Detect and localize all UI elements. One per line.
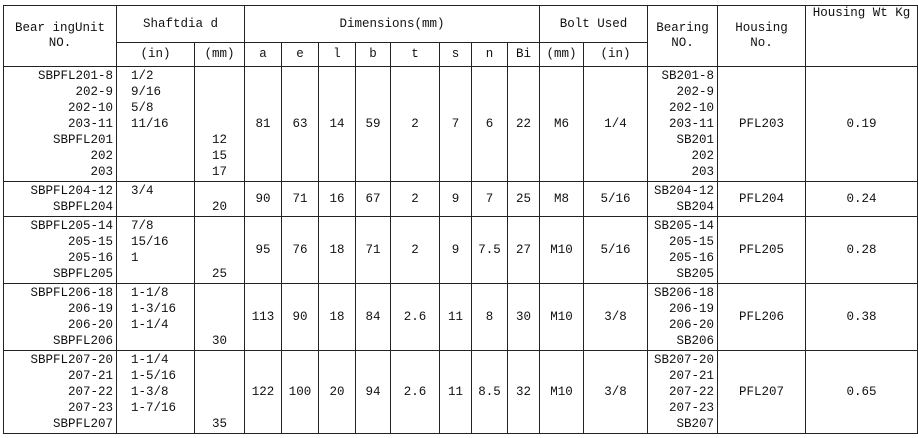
bolt-in-cell: 5/16 (584, 182, 648, 217)
a-cell: 113 (245, 284, 282, 351)
bolt-in-cell: 3/8 (584, 351, 648, 434)
n-cell: 8.5 (472, 351, 508, 434)
table-row (4, 67, 918, 182)
bolt-in-cell: 5/16 (584, 217, 648, 284)
l-cell: 18 (319, 217, 356, 284)
col-unit-no: Bear ingUnit NO. (4, 6, 117, 67)
sub-header-cell: s (440, 43, 472, 67)
e-cell: 90 (282, 284, 319, 351)
sub-header-cell: n (472, 43, 508, 67)
cell-line: 1-1/4 (131, 318, 169, 332)
cell-line: SB204-12 (654, 184, 715, 198)
sub-header-cell: (in) (584, 43, 648, 67)
cell-line: 203 (90, 165, 113, 179)
sub-header-cell: e (282, 43, 319, 67)
housing-weight-cell: 0.19 (806, 67, 918, 182)
cell-line: 207-21 (67, 369, 113, 383)
cell-line: 25 (212, 267, 228, 281)
cell-line: SB204 (676, 200, 715, 214)
cell-line: 207-21 (669, 369, 715, 383)
cell-line: 5/8 (131, 101, 154, 115)
cell-line: 207-23 (669, 401, 715, 415)
cell-line: 17 (212, 165, 228, 179)
e-cell: 76 (282, 217, 319, 284)
e-cell: 71 (282, 182, 319, 217)
housing-weight-cell: 0.38 (806, 284, 918, 351)
bi-cell: 22 (508, 67, 540, 182)
shaft-inch-cell (117, 351, 195, 434)
cell-line: 205-15 (67, 235, 113, 249)
cell-line: SBPFL206-18 (30, 286, 113, 300)
shaft-mm-cell (195, 351, 245, 434)
sub-header-cell: b (356, 43, 391, 67)
cell-line: 206-20 (67, 318, 113, 332)
cell-line: 202-9 (676, 85, 715, 99)
table-body (4, 67, 918, 434)
cell-line: 9/16 (131, 85, 162, 99)
b-cell: 94 (356, 351, 391, 434)
t-cell: 2 (391, 182, 440, 217)
cell-line: 205-16 (669, 251, 715, 265)
cell-line: 1/2 (131, 69, 154, 83)
unit-no-cell (4, 351, 117, 434)
cell-line: 15 (212, 149, 228, 163)
col-bolt-used: Bolt Used (540, 6, 648, 43)
unit-no-cell (4, 284, 117, 351)
t-cell: 2.6 (391, 351, 440, 434)
col-dimensions: Dimensions(mm) (245, 6, 540, 43)
s-cell: 11 (440, 351, 472, 434)
bi-cell: 25 (508, 182, 540, 217)
cell-line: 207-22 (669, 385, 715, 399)
cell-line: SB205 (676, 267, 715, 281)
cell-line: 206-19 (669, 302, 715, 316)
sub-header-cell: t (391, 43, 440, 67)
cell-line: 1-3/16 (131, 302, 177, 316)
housing-no-cell: PFL207 (718, 351, 806, 434)
bi-cell: 30 (508, 284, 540, 351)
cell-line: SBPFL207 (52, 417, 113, 431)
b-cell: 71 (356, 217, 391, 284)
cell-line: 207-23 (67, 401, 113, 415)
cell-line: 1-3/8 (131, 385, 169, 399)
bi-cell: 27 (508, 217, 540, 284)
housing-no-cell: PFL205 (718, 217, 806, 284)
cell-line: 1-1/8 (131, 286, 169, 300)
s-cell: 7 (440, 67, 472, 182)
bolt-mm-cell: M10 (540, 351, 584, 434)
cell-line: 203-11 (669, 117, 715, 131)
a-cell: 90 (245, 182, 282, 217)
bolt-mm-cell: M6 (540, 67, 584, 182)
table-header (4, 6, 918, 67)
shaft-mm-cell (195, 182, 245, 217)
cell-line: 7/8 (131, 219, 154, 233)
bolt-in-cell: 1/4 (584, 67, 648, 182)
b-cell: 84 (356, 284, 391, 351)
cell-line: 1 (131, 251, 139, 265)
b-cell: 67 (356, 182, 391, 217)
cell-line: SBPFL207-20 (30, 353, 113, 367)
cell-line: SBPFL201-8 (37, 69, 113, 83)
a-cell: 95 (245, 217, 282, 284)
cell-line: 35 (212, 417, 228, 431)
cell-line: 20 (212, 200, 228, 214)
bolt-mm-cell: M10 (540, 284, 584, 351)
shaft-mm-cell (195, 217, 245, 284)
cell-line: SBPFL206 (52, 334, 113, 348)
table-row (4, 284, 918, 351)
cell-line: SB205-14 (654, 219, 715, 233)
col-bearing-no: Bearing NO. (648, 6, 718, 67)
l-cell: 14 (319, 67, 356, 182)
cell-line: 202-10 (67, 101, 113, 115)
bearing-no-cell (648, 182, 718, 217)
unit-no-cell (4, 67, 117, 182)
unit-no-cell (4, 217, 117, 284)
cell-line: 12 (212, 133, 228, 147)
cell-line: SBPFL205-14 (30, 219, 113, 233)
sub-header-cell: (in) (117, 43, 195, 67)
a-cell: 81 (245, 67, 282, 182)
t-cell: 2 (391, 67, 440, 182)
cell-line: SBPFL204 (52, 200, 113, 214)
col-housing-no: Housing No. (718, 6, 806, 67)
s-cell: 11 (440, 284, 472, 351)
l-cell: 18 (319, 284, 356, 351)
b-cell: 59 (356, 67, 391, 182)
cell-line: 3/4 (131, 184, 154, 198)
cell-line: SB207-20 (654, 353, 715, 367)
bolt-mm-cell: M8 (540, 182, 584, 217)
bearing-no-cell (648, 351, 718, 434)
cell-line: 203 (691, 165, 715, 179)
shaft-inch-cell (117, 67, 195, 182)
table-row (4, 351, 918, 434)
n-cell: 6 (472, 67, 508, 182)
cell-line: 205-15 (669, 235, 715, 249)
s-cell: 9 (440, 217, 472, 284)
t-cell: 2.6 (391, 284, 440, 351)
housing-no-cell: PFL204 (718, 182, 806, 217)
cell-line: 202-9 (75, 85, 113, 99)
cell-line: 202 (691, 149, 715, 163)
cell-line: SBPFL201 (52, 133, 113, 147)
a-cell: 122 (245, 351, 282, 434)
col-housing-wt: Housing Wt Kg (806, 6, 918, 67)
shaft-mm-cell (195, 67, 245, 182)
e-cell: 100 (282, 351, 319, 434)
cell-line: 202 (90, 149, 113, 163)
bearing-no-cell (648, 67, 718, 182)
bearing-no-cell (648, 217, 718, 284)
cell-line: 206-20 (669, 318, 715, 332)
col-shaft-dia: Shaftdia d (117, 6, 245, 43)
table-row (4, 182, 918, 217)
sub-header-cell: (mm) (540, 43, 584, 67)
shaft-mm-cell (195, 284, 245, 351)
cell-line: 30 (212, 334, 228, 348)
l-cell: 16 (319, 182, 356, 217)
l-cell: 20 (319, 351, 356, 434)
cell-line: 1-5/16 (131, 369, 177, 383)
housing-weight-cell: 0.28 (806, 217, 918, 284)
s-cell: 9 (440, 182, 472, 217)
bolt-mm-cell: M10 (540, 217, 584, 284)
shaft-inch-cell (117, 182, 195, 217)
shaft-inch-cell (117, 217, 195, 284)
cell-line: SB201 (676, 133, 715, 147)
cell-line: 1-7/16 (131, 401, 177, 415)
bearing-spec-table (3, 5, 918, 434)
sub-header-cell: (mm) (195, 43, 245, 67)
housing-weight-cell: 0.24 (806, 182, 918, 217)
n-cell: 7 (472, 182, 508, 217)
cell-line: 1-1/4 (131, 353, 169, 367)
bearing-no-cell (648, 284, 718, 351)
cell-line: 206-19 (67, 302, 113, 316)
housing-no-cell: PFL203 (718, 67, 806, 182)
housing-weight-cell: 0.65 (806, 351, 918, 434)
cell-line: SB201-8 (661, 69, 715, 83)
sub-header-cell: Bi (508, 43, 540, 67)
unit-no-cell (4, 182, 117, 217)
cell-line: SB207 (676, 417, 715, 431)
table-row (4, 217, 918, 284)
e-cell: 63 (282, 67, 319, 182)
cell-line: SB206-18 (654, 286, 715, 300)
cell-line: 15/16 (131, 235, 169, 249)
cell-line: 203-11 (67, 117, 113, 131)
cell-line: 11/16 (131, 117, 169, 131)
cell-line: 205-16 (67, 251, 113, 265)
bolt-in-cell: 3/8 (584, 284, 648, 351)
n-cell: 7.5 (472, 217, 508, 284)
t-cell: 2 (391, 217, 440, 284)
sub-header-cell: a (245, 43, 282, 67)
bi-cell: 32 (508, 351, 540, 434)
cell-line: 207-22 (67, 385, 113, 399)
sub-header-cell: l (319, 43, 356, 67)
shaft-inch-cell (117, 284, 195, 351)
housing-no-cell: PFL206 (718, 284, 806, 351)
cell-line: SB206 (676, 334, 715, 348)
cell-line: 202-10 (669, 101, 715, 115)
cell-line: SBPFL204-12 (30, 184, 113, 198)
n-cell: 8 (472, 284, 508, 351)
cell-line: SBPFL205 (52, 267, 113, 281)
